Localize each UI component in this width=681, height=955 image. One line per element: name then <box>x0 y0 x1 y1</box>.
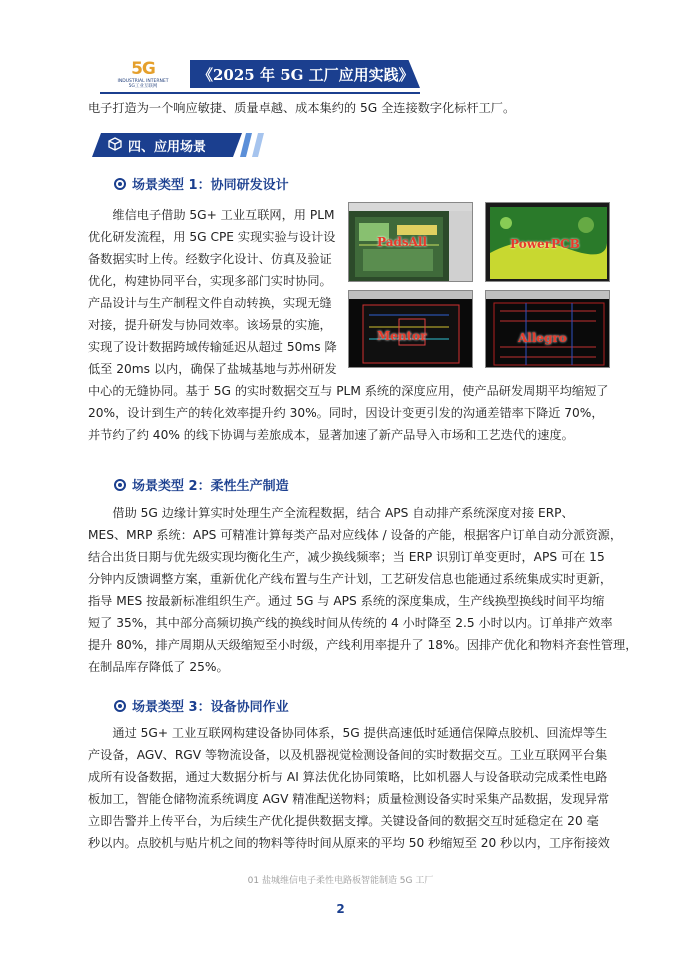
document-title: 《2025 年 5G 工厂应用实践》 <box>198 66 414 84</box>
text-line: 立即告警并上传平台，为后续生产优化提供数据支撑。关键设备间的数据交互时延稳定在 20 毫 <box>88 814 599 828</box>
text-line: 板加工，智能仓储物流系统调度 AGV 精准配送物料；质量检测设备实时采集产品数据，发现异常 <box>88 792 610 806</box>
cube-icon <box>108 137 124 153</box>
text-line: 优化研发流程，用 5G CPE 实现实验与设计设 <box>88 230 336 244</box>
text-line: 提升 80%，排产周期从天级缩短至小时级，产线利用率提升了 18%。因排产优化和物料齐套性管理， <box>88 638 638 652</box>
footer-note: 01 盐城维信电子柔性电路板智能制造 5G 工厂 <box>247 876 434 886</box>
text-line: 借助 5G 边缘计算实时处理生产全流程数据，结合 APS 自动排产系统深度对接 ERP、 <box>112 506 574 520</box>
text-line: 低至 20ms 以内，确保了盐城基地与苏州研发 <box>88 362 337 376</box>
scene1-paragraph-narrow <box>88 204 340 380</box>
page-header <box>0 54 681 94</box>
text-line: 实现了设计数据跨域传输延迟从超过 50ms 降 <box>88 340 337 354</box>
text-line: 对接，提升研发与协同效率。该场景的实施， <box>88 318 332 332</box>
text-line: 20%，设计到生产的转化效率提升约 30%。同时，因设计变更引发的沟通差错率下降近 70%， <box>88 406 604 420</box>
text-line: MES、MRP 系统：APS 可精准计算每类产品对应线体 / 设备的产能，根据客户订单自动分派资源， <box>88 528 623 542</box>
padsall-screenshot <box>348 202 473 282</box>
logo-mark: 5G <box>131 59 155 79</box>
powerpcb-screenshot <box>485 202 610 282</box>
scene3-lines <box>88 722 608 854</box>
scene1-heading-text: 场景类型 1：协同研发设计 <box>132 178 289 193</box>
bullet-icon <box>114 479 126 491</box>
scene2-lines <box>88 502 638 678</box>
scene1-lines-wide <box>88 380 608 446</box>
text-line: 产设备，AGV、RGV 等物流设备，以及机器视觉检测设备间的实时数据交互。工业互联网平台集 <box>88 748 608 762</box>
text-line: 秒以内。点胶机与贴片机之间的物料等待时间从原来的平均 50 秒缩短至 20 秒以内，工序衔接效 <box>88 836 610 850</box>
text-line: 产品设计与生产制程文件自动转换，实现无缝 <box>88 296 332 310</box>
section-stripe <box>252 133 264 157</box>
scene3-paragraph <box>88 722 608 854</box>
text-line: 指导 MES 按最新标准组织生产。通过 5G 与 APS 系统的深度集成，生产线换型换线时间平均缩 <box>88 594 605 608</box>
scene1-heading <box>114 174 289 193</box>
powerpcb-label: PowerPCB <box>510 237 580 251</box>
scene3-heading <box>114 696 289 715</box>
mentor-label: Mentor <box>377 329 427 343</box>
text-line: 维信电子借助 5G+ 工业互联网，用 PLM <box>112 208 335 222</box>
allegro-label: Allegro <box>518 331 567 345</box>
scene2-heading-text: 场景类型 2：柔性生产制造 <box>132 479 289 494</box>
text-line: 优化，构建协同平台，实现多部门实时协同。 <box>88 274 332 288</box>
section-label: 四、应用场景 <box>128 140 207 155</box>
page-number: 2 <box>336 902 345 916</box>
scene2-paragraph <box>88 502 638 678</box>
bullet-icon <box>114 178 126 190</box>
allegro-screenshot <box>485 290 610 368</box>
section-stripe <box>240 133 252 157</box>
mentor-screenshot <box>348 290 473 368</box>
section-heading <box>92 133 272 157</box>
text-line: 成所有设备数据，通过大数据分析与 AI 算法优化协同策略，比如机器人与设备联动完成柔性电路 <box>88 770 608 784</box>
logo-text-en: INDUSTRIAL INTERNET <box>117 79 169 84</box>
text-line: 备数据实时上传。经数字化设计、仿真及验证 <box>88 252 332 266</box>
scene3-heading-text: 场景类型 3：设备协同作业 <box>132 700 289 715</box>
text-line: 结合出货日期与优先级实现均衡化生产，减少换线频率；当 ERP 识别订单变更时，APS 可在 15 <box>88 550 605 564</box>
padsall-label: PadsAll <box>377 235 428 249</box>
intro-paragraph <box>88 97 608 119</box>
header-rule <box>100 92 420 94</box>
logo-text-cn: 5G工业互联网 <box>128 84 158 89</box>
text-line: 并节约了约 40% 的线下协调与差旅成本，显著加速了新产品导入市场和工艺迭代的速度。 <box>88 428 574 442</box>
text-line: 分钟内反馈调整方案，重新优化产线布置与生产计划，工艺研发信息也能通过系统集成实时更新， <box>88 572 613 586</box>
logo <box>100 54 186 94</box>
text-line: 中心的无缝协同。基于 5G 的实时数据交互与 PLM 系统的深度应用，使产品研发周期平均缩短了 <box>88 384 609 398</box>
text-line: 通过 5G+ 工业互联网构建设备协同体系，5G 提供高速低时延通信保障点胶机、回流焊等生 <box>112 726 608 740</box>
text-line: 在制品库存降低了 25%。 <box>88 660 229 674</box>
scene1-paragraph-wide <box>88 380 608 446</box>
bullet-icon <box>114 700 126 712</box>
eda-screenshots <box>348 202 610 368</box>
text-line: 短了 35%，其中部分高频切换产线的换线时间从传统的 4 小时降至 2.5 小时以内。订单排产效率 <box>88 616 613 630</box>
intro-text: 电子打造为一个响应敏捷、质量卓越、成本集约的 5G 全连接数字化标杆工厂。 <box>88 101 516 115</box>
scene2-heading <box>114 475 289 494</box>
scene1-lines-narrow <box>88 204 340 380</box>
